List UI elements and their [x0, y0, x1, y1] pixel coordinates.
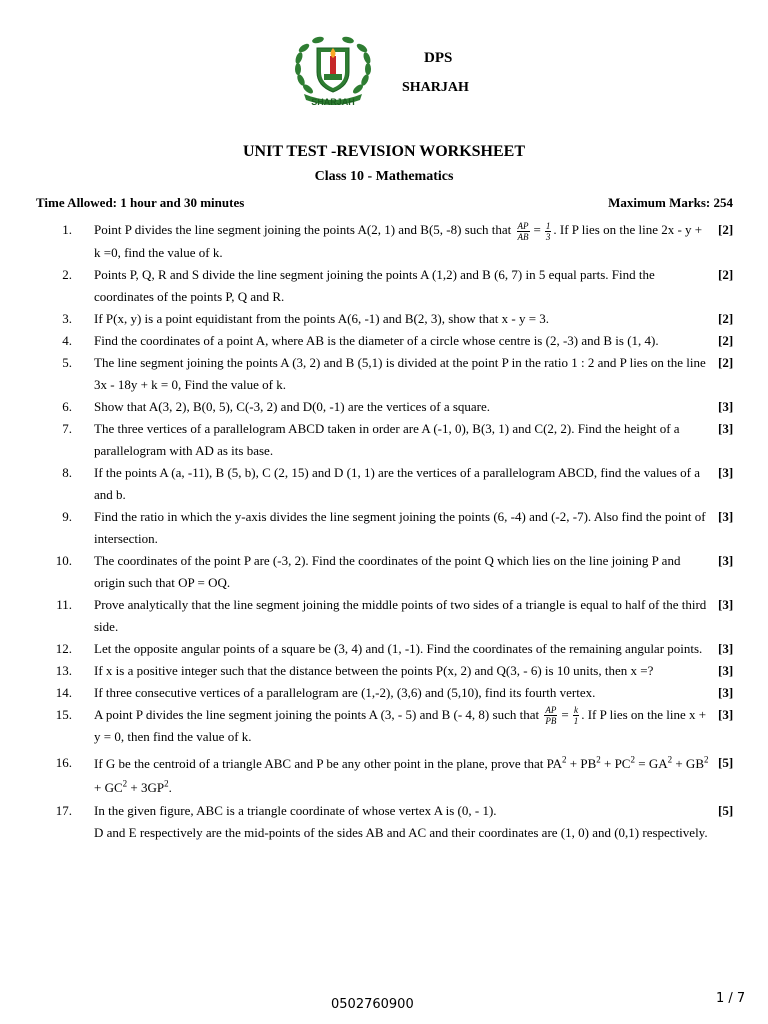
school-logo	[290, 34, 376, 112]
question-item	[0, 352, 768, 396]
question-text	[94, 800, 710, 844]
question-list	[0, 219, 768, 844]
question-item	[0, 506, 768, 550]
question-item	[0, 418, 768, 462]
question-item	[0, 638, 768, 660]
question-marks: [3]	[718, 552, 734, 568]
page-number: 1 / 7	[716, 991, 746, 1006]
question-number: 10.	[55, 552, 72, 568]
fraction: $\frac{AP}{AB}$	[517, 220, 529, 242]
question-item	[0, 800, 768, 844]
question-text: The three vertices of a parallelogram ABCD taken in order are A (-1, 0), B(3, 1) and C(2, 2). Find the height of a parallelogram with AD as its base.	[94, 420, 680, 458]
question-number: 8.	[62, 464, 72, 480]
question-number: 12.	[55, 640, 72, 656]
question-item	[0, 462, 768, 506]
question-marks: [3]	[718, 596, 734, 612]
question-text: The coordinates of the point P are (-3, 2). Find the coordinates of the point Q which lies on the line joining P and origin such that OP = OQ.	[94, 552, 681, 590]
worksheet-title: UNIT TEST -REVISION WORKSHEET	[242, 143, 526, 160]
question-text: Let the opposite angular points of a square be (3, 4) and (1, -1). Find the coordinates of the remaining angular points.	[94, 640, 703, 656]
question-text: A point P divides the line segment joining the points A (3, - 5) and B (- 4, 8) such that $\frac{AP}{PB}$ = $\frac{k}{1}$ . If P lies on the line x + y = 0, then find the value of k.	[94, 705, 707, 745]
question-text: If P(x, y) is a point equidistant from the points A(6, -1) and B(2, 3), show that x - y = 3.	[94, 310, 550, 326]
question-marks: [5]	[718, 755, 734, 771]
question-item	[0, 660, 768, 682]
fraction: $\frac{1}{3}$	[545, 220, 551, 242]
fraction: $\frac{k}{1}$	[573, 705, 579, 727]
maximum-marks: Maximum Marks: 254	[608, 195, 733, 210]
question-number: 4.	[62, 332, 72, 348]
question-marks: [3]	[718, 706, 734, 722]
question-marks: [3]	[718, 640, 734, 656]
question-marks: [3]	[718, 508, 734, 524]
question-number: 13.	[55, 662, 72, 678]
question-marks: [2]	[718, 354, 734, 370]
question-marks: [3]	[718, 464, 734, 480]
question-text: Find the coordinates of a point A, where AB is the diameter of a circle whose centre is (2, -3) and B is (1, 4).	[94, 332, 659, 348]
question-number: 1.	[62, 222, 72, 237]
question-item	[0, 752, 768, 800]
school-city: SHARJAH	[402, 80, 469, 95]
question-number: 3.	[62, 310, 72, 326]
question-marks: [2]	[718, 332, 734, 348]
question-text: If the points A (a, -11), B (5, b), C (2, 15) and D (1, 1) are the vertices of a parallelogram ABCD, find the values of a and b.	[94, 464, 701, 502]
question-marks: [3]	[718, 398, 734, 414]
question-marks: [3]	[718, 662, 734, 678]
question-number: 9.	[62, 508, 72, 524]
question-text: Points P, Q, R and S divide the line segment joining the points A (1,2) and B (6, 7) in 5 equal parts. Find the coordinates of the points P, Q and R.	[94, 266, 655, 304]
question-item	[0, 219, 768, 264]
logo-caption: SHARJAH	[311, 97, 355, 107]
question-marks: [2]	[718, 222, 734, 237]
question-number: 7.	[62, 420, 72, 436]
question-item	[0, 704, 768, 749]
fraction: $\frac{AP}{PB}$	[545, 705, 557, 727]
question-text: The line segment joining the points A (3, 2) and B (5,1) is divided at the point P in the ratio 1 : 2 and P lies on the line 3x - 18y + k = 0, Find the value of k.	[94, 354, 706, 392]
question-marks: [2]	[718, 310, 734, 326]
question-item	[0, 308, 768, 330]
question-text: Prove analytically that the line segment joining the middle points of two sides of a triangle is equal to half of the third side.	[94, 596, 707, 634]
question-number: 16.	[55, 755, 72, 771]
question-number: 11.	[56, 596, 72, 612]
question-item	[0, 264, 768, 308]
question-number: 17.	[55, 803, 72, 819]
question-number: 5.	[62, 354, 72, 370]
footer-phone: 0502760900	[331, 997, 414, 1012]
question-line: D and E respectively are the mid-points of the sides AB and AC and their coordinates are (1, 0) and (0,1) respectively.	[94, 825, 708, 841]
school-name: DPS	[424, 50, 453, 66]
question-marks: [2]	[718, 266, 734, 282]
question-item	[0, 550, 768, 594]
question-text: If G be the centroid of a triangle ABC and P be any other point in the plane, prove that $PA^2 + PB^2 + PC^2 = GA^2 + GB^2 + GC^2 + 3GP^2$.	[94, 754, 709, 796]
question-text: Point P divides the line segment joining the points A(2, 1) and B(5, -8) such that $\frac{AP}{AB}$ = $\frac{1}{3}$ . If P lies on the line 2x - y + k =0, find the value of k.	[94, 220, 703, 260]
time-allowed: Time Allowed: 1 hour and 30 minutes	[36, 195, 245, 210]
question-number: 14.	[55, 684, 72, 700]
question-number: 2.	[62, 266, 72, 282]
question-text: If x is a positive integer such that the distance between the points P(x, 2) and Q(3, - 6) is 10 units, then x =?	[94, 662, 654, 678]
question-item	[0, 396, 768, 418]
question-marks: [5]	[718, 803, 734, 819]
question-item	[0, 330, 768, 352]
question-text: Find the ratio in which the y-axis divides the line segment joining the points (6, -4) and (-2, -7). Also find the point of intersection.	[94, 508, 706, 546]
question-item	[0, 682, 768, 704]
question-line: In the given figure, ABC is a triangle coordinate of whose vertex A is (0, - 1).	[94, 803, 497, 819]
question-marks: [3]	[718, 420, 734, 436]
question-marks: [3]	[718, 684, 734, 700]
question-text: If three consecutive vertices of a parallelogram are (1,-2), (3,6) and (5,10), find its fourth vertex.	[94, 684, 596, 700]
question-text: Show that A(3, 2), B(0, 5), C(-3, 2) and D(0, -1) are the vertices of a square.	[94, 398, 491, 414]
worksheet-subtitle: Class 10 - Mathematics	[314, 169, 454, 184]
question-number: 15.	[55, 706, 72, 722]
question-item	[0, 594, 768, 638]
question-number: 6.	[62, 398, 72, 414]
